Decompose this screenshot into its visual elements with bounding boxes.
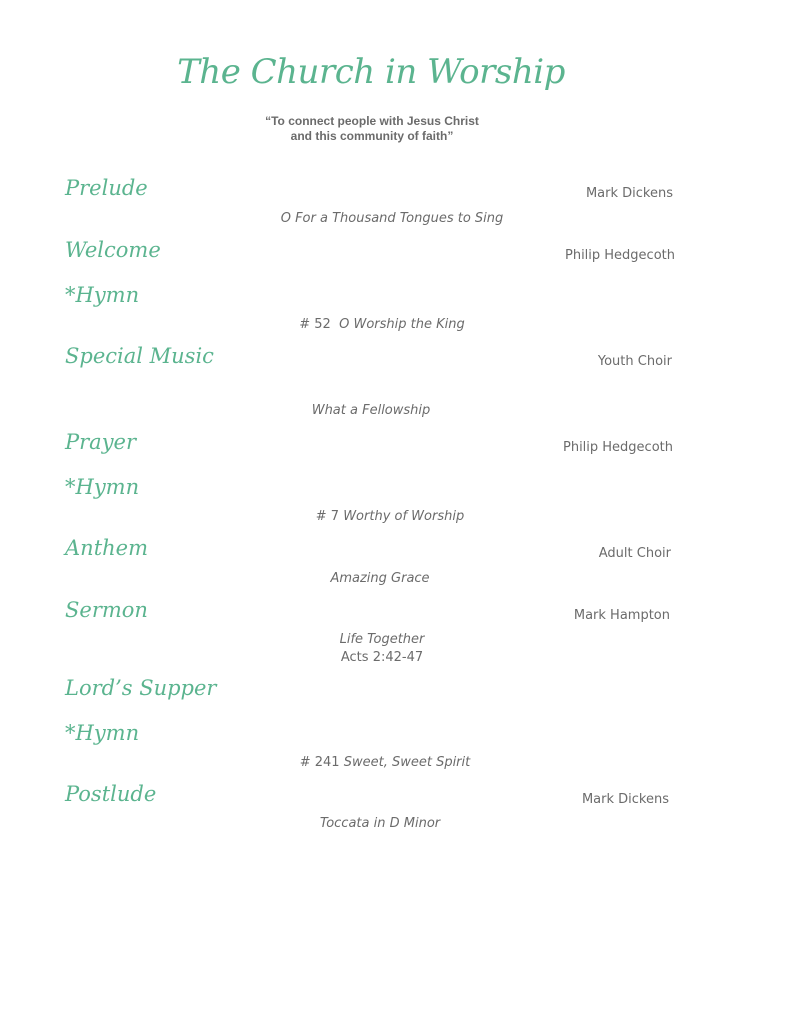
leader-welcome: Philip Hedgecoth xyxy=(564,248,675,263)
motto-line-1: “To connect people with Jesus Christ xyxy=(265,114,479,128)
heading-anthem: Anthem xyxy=(65,536,148,560)
page-title: The Church in Worship xyxy=(177,52,565,92)
heading-prayer: Prayer xyxy=(65,430,137,454)
detail-prelude: O For a Thousand Tongues to Sing xyxy=(280,211,504,226)
motto-line-2: and this community of faith” xyxy=(290,129,454,143)
detail-hymn-3 xyxy=(185,755,585,770)
hymn-title: Sweet, Sweet Spirit xyxy=(343,755,471,770)
heading-prelude: Prelude xyxy=(65,176,148,200)
leader-prelude: Mark Dickens xyxy=(585,186,673,201)
hymn-number: # 52 xyxy=(299,317,331,332)
heading-postlude: Postlude xyxy=(65,782,157,806)
heading-lords-supper: Lord’s Supper xyxy=(65,676,217,700)
detail-special-music: What a Fellowship xyxy=(311,403,431,418)
detail-hymn-1 xyxy=(182,317,582,332)
heading-hymn-2: *Hymn xyxy=(65,475,140,499)
heading-sermon: Sermon xyxy=(65,598,148,622)
detail-postlude: Toccata in D Minor xyxy=(319,816,441,831)
hymn-title: O Worship the King xyxy=(339,317,465,332)
leader-postlude: Mark Dickens xyxy=(581,792,669,807)
hymn-title: Worthy of Worship xyxy=(343,509,465,524)
leader-prayer: Philip Hedgecoth xyxy=(562,440,673,455)
leader-special-music: Youth Choir xyxy=(597,354,672,369)
heading-special-music: Special Music xyxy=(65,344,214,368)
leader-sermon: Mark Hampton xyxy=(573,608,670,623)
detail-sermon: Life Together xyxy=(339,632,425,647)
detail-anthem: Amazing Grace xyxy=(330,571,430,586)
hymn-number: # 7 xyxy=(315,509,340,524)
heading-hymn-1: *Hymn xyxy=(65,283,140,307)
hymn-number: # 241 xyxy=(299,755,340,770)
heading-hymn-3: *Hymn xyxy=(65,721,140,745)
heading-welcome: Welcome xyxy=(65,238,161,262)
leader-anthem: Adult Choir xyxy=(598,546,671,561)
detail-hymn-2 xyxy=(190,509,590,524)
motto xyxy=(172,114,572,144)
scripture-sermon: Acts 2:42-47 xyxy=(340,650,424,665)
